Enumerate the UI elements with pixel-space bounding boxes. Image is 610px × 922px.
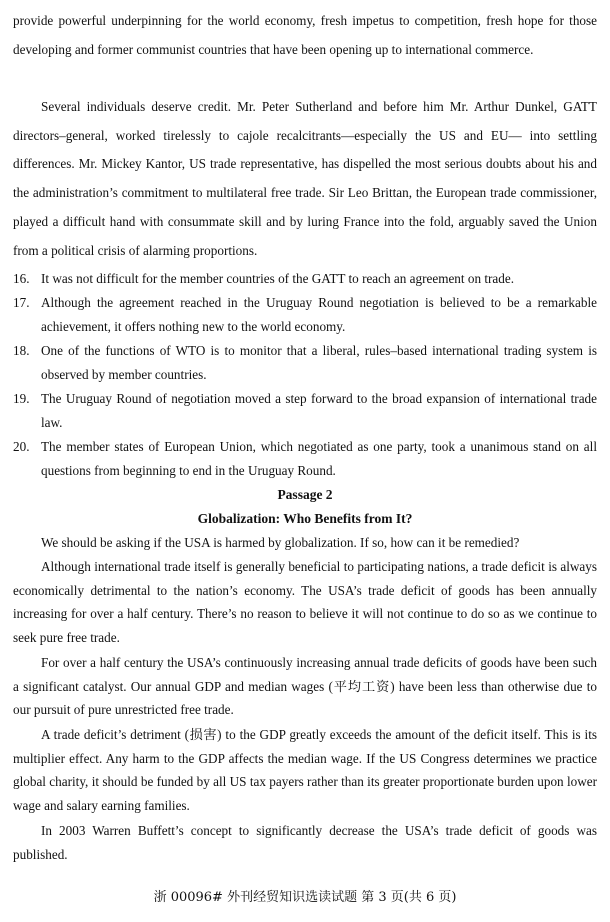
- question-number: 20.: [13, 439, 30, 454]
- question-text: The member states of European Union, which negotiated as one party, took a unanimous stand on all questions from beginning to end in the Uruguay Round.: [41, 439, 597, 478]
- passage2-title: Globalization: Who Benefits from It?: [197, 511, 413, 526]
- passage1-credit-paragraph: Several individuals deserve credit. Mr. Peter Sutherland and before him Mr. Arthur Dunkel, GATT directors–general, worked tirelessly to cajole recalcitrants—especially the US and EU— into settling differences. Mr. Mickey Kantor, US trade representative, has dispelled the most serious doubts about his and the administration’s commitment to multilateral free trade. Sir Leo Brittan, the European trade commissioner, played a difficult hand with consummate skill and by luring France into the fold, arguably saved the Union from a political crisis of alarming proportions.: [13, 99, 597, 258]
- question-number: 16.: [13, 271, 30, 286]
- question-20: [13, 435, 597, 482]
- question-text: The Uruguay Round of negotiation moved a step forward to the broad expansion of international trade law.: [41, 391, 597, 430]
- question-18: [13, 339, 597, 386]
- question-16: [13, 267, 597, 291]
- question-number: 18.: [13, 343, 30, 358]
- question-text: Although the agreement reached in the Uruguay Round negotiation is believed to be a remarkable achievement, it offers nothing new to the world economy.: [41, 295, 597, 334]
- question-text: It was not difficult for the member countries of the GATT to reach an agreement on trade.: [41, 271, 514, 286]
- question-19: [13, 387, 597, 434]
- question-number: 17.: [13, 295, 30, 310]
- passage2-paragraph-4: A trade deficit’s detriment (损害) to the GDP greatly exceeds the amount of the deficit itself. This is its multiplier effect. Any harm to the GDP affects the median wage. If the US Congress determines we practice global charity, it should be funded by all US tax payers rather than its greater proportionate burden upon lower wage and salary earning families.: [13, 727, 597, 813]
- passage2-paragraph-1: We should be asking if the USA is harmed by globalization. If so, how can it be remedied?: [41, 535, 520, 550]
- passage2-paragraph-3: For over a half century the USA’s continuously increasing annual trade deficits of goods have been such a significant catalyst. Our annual GDP and median wages (平均工资) have been less than otherwise due to our pursuit of pure unrestricted free trade.: [13, 655, 597, 717]
- passage2-paragraph-5: In 2003 Warren Buffett’s concept to significantly decrease the USA’s trade deficit of goods was published.: [13, 823, 597, 862]
- passage2-heading: Passage 2: [277, 487, 333, 502]
- passage2-paragraph-2: Although international trade itself is generally beneficial to participating nations, a trade deficit is always economically detrimental to the nation’s economy. The USA’s trade deficit of goods has been annually increasing for over a half century. There’s no reason to believe it will not continue to do so as we continue to seek pure free trade.: [13, 559, 597, 645]
- question-text: One of the functions of WTO is to monitor that a liberal, rules–based international trading system is observed by member countries.: [41, 343, 597, 382]
- question-17: [13, 291, 597, 338]
- passage1-continuation: provide powerful underpinning for the world economy, fresh impetus to competition, fresh hope for those developing and former communist countries that have been opening up to international commerce.: [13, 13, 597, 57]
- question-number: 19.: [13, 391, 30, 406]
- page-footer: 浙 00096# 外刊经贸知识选读试题 第 3 页(共 6 页): [153, 890, 457, 905]
